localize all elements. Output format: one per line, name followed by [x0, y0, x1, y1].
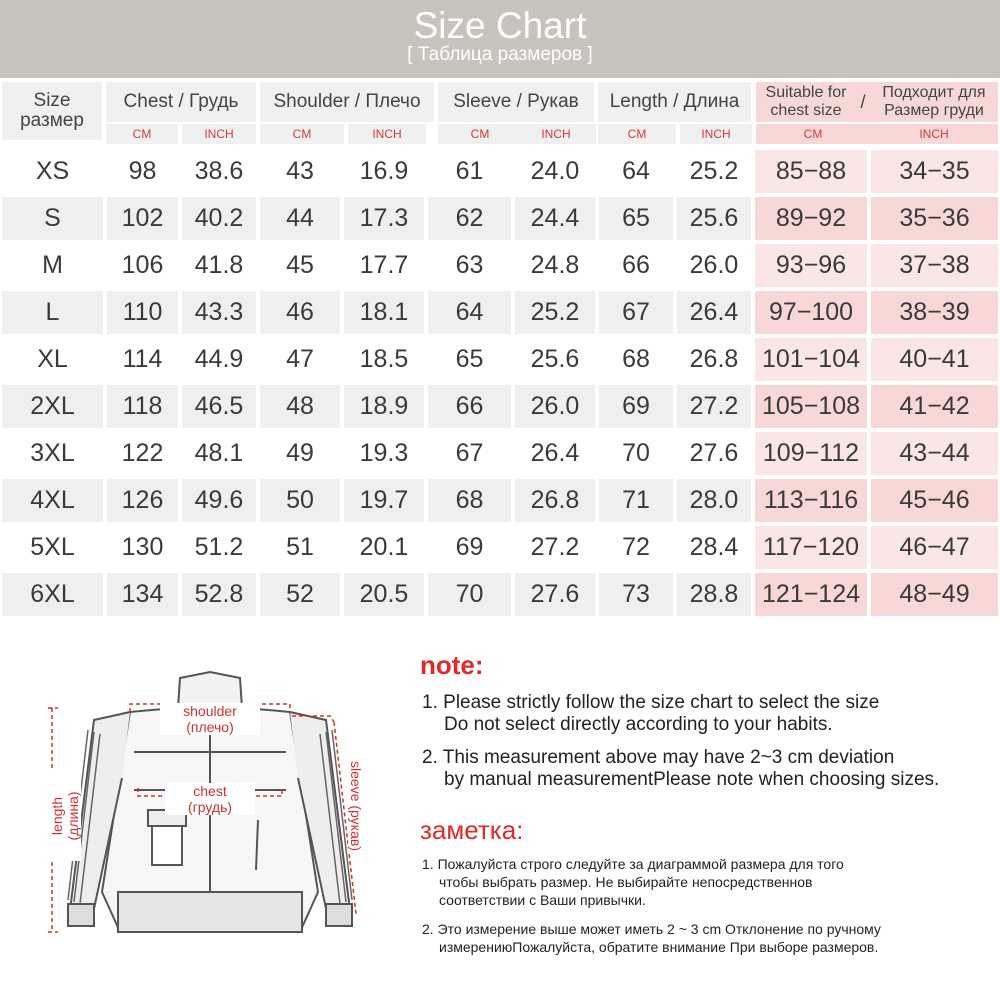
- cell-chest_in: 44.9: [182, 338, 256, 381]
- cell-fit_in: 40−41: [871, 338, 998, 381]
- cell-chest_cm: 102: [107, 197, 178, 240]
- cell-sleeve_in: 27.2: [515, 526, 595, 569]
- cell-chest_cm: 118: [107, 385, 178, 428]
- cell-sleeve_in: 24.4: [515, 197, 595, 240]
- cell-fit_in: 43−44: [871, 432, 998, 475]
- cell-shoulder_in: 17.7: [344, 244, 424, 287]
- unit-cm-2: CM: [260, 124, 344, 144]
- unit-cm-0: CM: [106, 124, 178, 144]
- cell-sleeve_cm: 64: [428, 291, 511, 334]
- note-ru-2: 2. Это измерение выше может иметь 2 ~ 3 cm Отклонение по ручному измерениюПожалуйста, обратите внимание При выборе размеров.: [422, 921, 881, 955]
- cell-size: XS: [2, 150, 103, 193]
- page-title: Size Chart: [413, 5, 587, 46]
- cell-sleeve_in: 26.0: [515, 385, 595, 428]
- unit-cm-4: CM: [438, 124, 522, 144]
- cell-sleeve_in: 26.8: [515, 479, 595, 522]
- cell-length_cm: 71: [599, 479, 673, 522]
- header-sleeve: Sleeve / Рукав: [438, 82, 594, 122]
- cell-sleeve_in: 27.6: [515, 573, 595, 616]
- note-2: 2. This measurement above may have 2~3 cm deviation by manual measurementPlease note when choosing sizes.: [422, 747, 940, 790]
- cell-sleeve_cm: 70: [428, 573, 511, 616]
- cell-length_in: 28.4: [677, 526, 751, 569]
- header-suitable-ru: Подходит для Размер груди: [870, 82, 998, 122]
- cell-length_cm: 67: [599, 291, 673, 334]
- shoulder-label: shoulder (плечо): [160, 703, 260, 735]
- cell-sleeve_cm: 62: [428, 197, 511, 240]
- unit-inch-1: INCH: [182, 124, 256, 144]
- cell-chest_cm: 114: [107, 338, 178, 381]
- unit-fit-inch: INCH: [870, 124, 998, 144]
- cell-size: S: [2, 197, 103, 240]
- cell-fit_in: 38−39: [871, 291, 998, 334]
- header-slash: /: [856, 82, 870, 122]
- cell-fit_in: 46−47: [871, 526, 998, 569]
- cell-fit_cm: 117−120: [755, 526, 867, 569]
- cell-fit_cm: 97−100: [755, 291, 867, 334]
- note-ru-1: 1. Пожалуйста строго следуйте за диаграммой размера для того чтобы выбрать размер. Не выбирайте непосредственнов соответствии с Ваши привычки.: [422, 856, 844, 908]
- header-suitable-en: Suitable for chest size: [756, 82, 856, 122]
- cell-fit_cm: 105−108: [755, 385, 867, 428]
- header-size: Size размер: [2, 82, 102, 140]
- cell-fit_cm: 85−88: [755, 150, 867, 193]
- cell-sleeve_in: 25.6: [515, 338, 595, 381]
- cell-size: 3XL: [2, 432, 103, 475]
- cell-length_cm: 65: [599, 197, 673, 240]
- cell-shoulder_cm: 50: [260, 479, 340, 522]
- note-title: note:: [420, 650, 484, 680]
- cell-size: XL: [2, 338, 103, 381]
- cell-sleeve_in: 25.2: [515, 291, 595, 334]
- cell-sleeve_cm: 68: [428, 479, 511, 522]
- cell-chest_in: 38.6: [182, 150, 256, 193]
- cell-sleeve_in: 24.0: [515, 150, 595, 193]
- cell-sleeve_in: 24.8: [515, 244, 595, 287]
- cell-size: M: [2, 244, 103, 287]
- cell-sleeve_in: 26.4: [515, 432, 595, 475]
- cell-length_in: 26.4: [677, 291, 751, 334]
- cell-fit_cm: 93−96: [755, 244, 867, 287]
- unit-cm-6: CM: [598, 124, 676, 144]
- cell-chest_in: 51.2: [182, 526, 256, 569]
- cell-shoulder_cm: 51: [260, 526, 340, 569]
- cell-fit_cm: 109−112: [755, 432, 867, 475]
- cell-sleeve_cm: 65: [428, 338, 511, 381]
- cell-sleeve_cm: 67: [428, 432, 511, 475]
- cell-sleeve_cm: 69: [428, 526, 511, 569]
- cell-length_in: 26.0: [677, 244, 751, 287]
- cell-shoulder_cm: 47: [260, 338, 340, 381]
- cell-shoulder_in: 17.3: [344, 197, 424, 240]
- cell-sleeve_cm: 63: [428, 244, 511, 287]
- cell-length_cm: 69: [599, 385, 673, 428]
- cell-chest_in: 46.5: [182, 385, 256, 428]
- cell-fit_cm: 101−104: [755, 338, 867, 381]
- cell-size: 5XL: [2, 526, 103, 569]
- cell-length_cm: 70: [599, 432, 673, 475]
- cell-sleeve_cm: 66: [428, 385, 511, 428]
- chest-label: chest (грудь): [165, 783, 255, 815]
- cell-chest_in: 48.1: [182, 432, 256, 475]
- cell-chest_cm: 130: [107, 526, 178, 569]
- cell-chest_cm: 98: [107, 150, 178, 193]
- cell-length_in: 25.2: [677, 150, 751, 193]
- cell-length_cm: 73: [599, 573, 673, 616]
- cell-shoulder_in: 19.7: [344, 479, 424, 522]
- note-1: 1. Please strictly follow the size chart to select the size Do not select directly according to your habits.: [422, 692, 880, 735]
- cell-chest_in: 41.8: [182, 244, 256, 287]
- page-subtitle: [ Таблица размеров ]: [407, 44, 593, 65]
- cell-chest_in: 49.6: [182, 479, 256, 522]
- cell-chest_cm: 126: [107, 479, 178, 522]
- cell-shoulder_cm: 52: [260, 573, 340, 616]
- length-label: length (длина): [49, 771, 81, 861]
- unit-inch-7: INCH: [680, 124, 752, 144]
- cell-shoulder_cm: 46: [260, 291, 340, 334]
- cell-shoulder_in: 19.3: [344, 432, 424, 475]
- cell-size: 6XL: [2, 573, 103, 616]
- cell-fit_cm: 113−116: [755, 479, 867, 522]
- cell-length_cm: 68: [599, 338, 673, 381]
- unit-inch-3: INCH: [348, 124, 426, 144]
- cell-size: L: [2, 291, 103, 334]
- cell-shoulder_in: 16.9: [344, 150, 424, 193]
- cell-length_in: 27.2: [677, 385, 751, 428]
- cell-fit_in: 48−49: [871, 573, 998, 616]
- cell-chest_cm: 122: [107, 432, 178, 475]
- cell-fit_in: 34−35: [871, 150, 998, 193]
- cell-chest_cm: 110: [107, 291, 178, 334]
- note-title-ru: заметка:: [420, 815, 524, 845]
- cell-fit_in: 35−36: [871, 197, 998, 240]
- cell-shoulder_in: 18.5: [344, 338, 424, 381]
- cell-length_in: 28.0: [677, 479, 751, 522]
- cell-shoulder_cm: 43: [260, 150, 340, 193]
- header-shoulder: Shoulder / Плечо: [260, 82, 434, 122]
- cell-sleeve_cm: 61: [428, 150, 511, 193]
- sleeve-label: sleeve (рукав): [348, 761, 364, 851]
- cell-size: 2XL: [2, 385, 103, 428]
- header-chest: Chest / Грудь: [106, 82, 256, 122]
- cell-chest_in: 43.3: [182, 291, 256, 334]
- cell-fit_cm: 89−92: [755, 197, 867, 240]
- cell-shoulder_cm: 44: [260, 197, 340, 240]
- cell-shoulder_in: 20.1: [344, 526, 424, 569]
- cell-shoulder_in: 20.5: [344, 573, 424, 616]
- cell-size: 4XL: [2, 479, 103, 522]
- cell-length_in: 28.8: [677, 573, 751, 616]
- cell-shoulder_in: 18.1: [344, 291, 424, 334]
- cell-shoulder_cm: 45: [260, 244, 340, 287]
- cell-fit_in: 37−38: [871, 244, 998, 287]
- cell-shoulder_cm: 49: [260, 432, 340, 475]
- cell-length_in: 27.6: [677, 432, 751, 475]
- cell-shoulder_in: 18.9: [344, 385, 424, 428]
- cell-fit_cm: 121−124: [755, 573, 867, 616]
- cell-chest_cm: 134: [107, 573, 178, 616]
- cell-shoulder_cm: 48: [260, 385, 340, 428]
- cell-length_cm: 64: [599, 150, 673, 193]
- header-length: Length / Длина: [598, 82, 751, 122]
- cell-chest_cm: 106: [107, 244, 178, 287]
- cell-length_in: 26.8: [677, 338, 751, 381]
- cell-length_in: 25.6: [677, 197, 751, 240]
- cell-length_cm: 66: [599, 244, 673, 287]
- unit-inch-5: INCH: [516, 124, 596, 144]
- cell-chest_in: 52.8: [182, 573, 256, 616]
- cell-chest_in: 40.2: [182, 197, 256, 240]
- cell-fit_in: 41−42: [871, 385, 998, 428]
- cell-fit_in: 45−46: [871, 479, 998, 522]
- unit-fit-cm: CM: [756, 124, 870, 144]
- cell-length_cm: 72: [599, 526, 673, 569]
